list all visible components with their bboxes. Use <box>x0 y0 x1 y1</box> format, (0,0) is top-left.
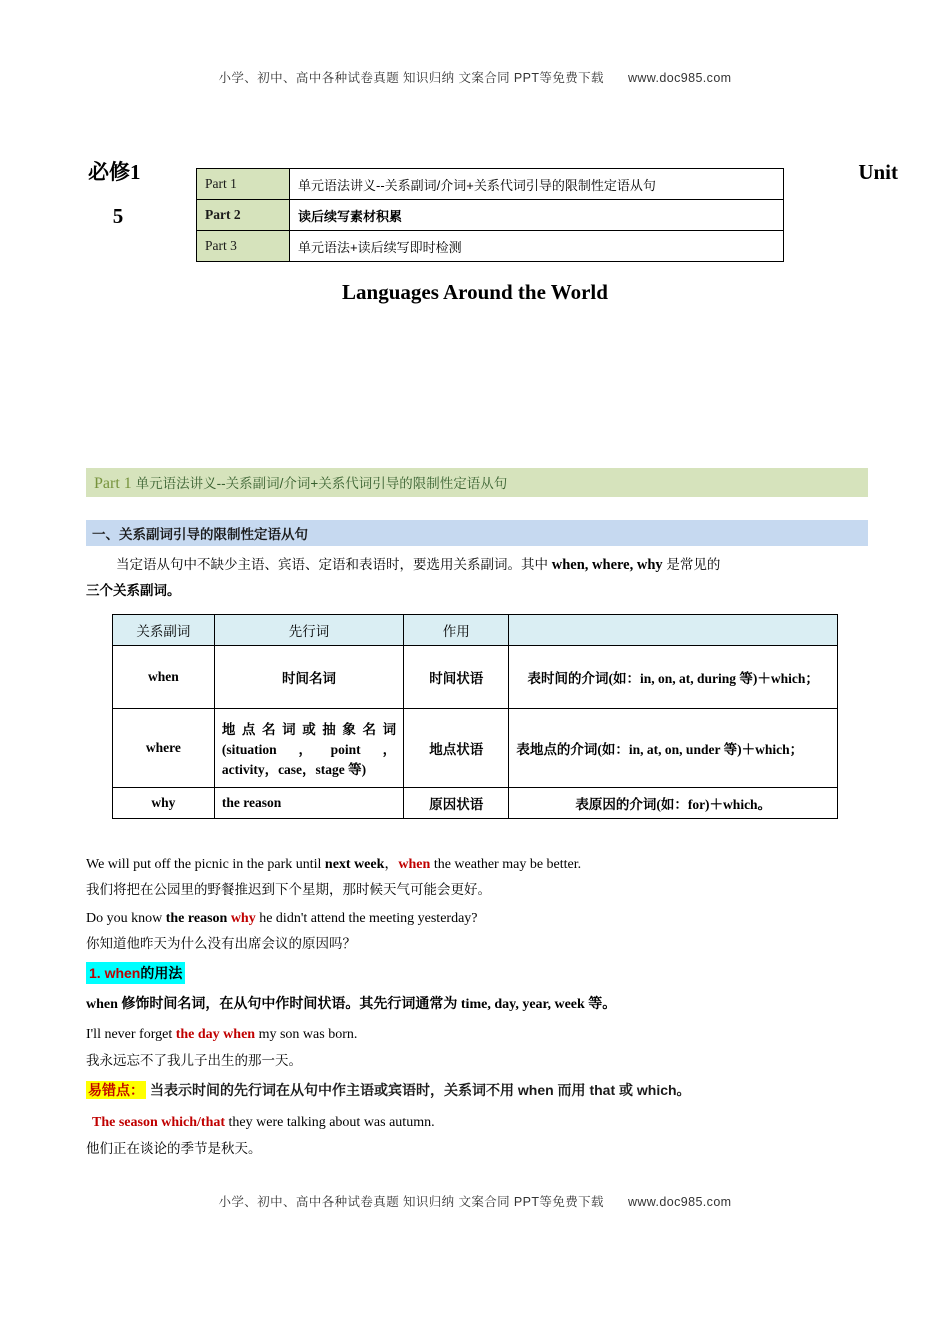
example2-post: he didn't attend the meeting yesterday? <box>255 911 478 926</box>
warning-example-translation <box>86 1136 886 1161</box>
header-site-url: www.doc985.com <box>627 71 732 85</box>
example1-keyword: when <box>398 857 431 872</box>
example1-post: the weather may be better. <box>430 857 582 872</box>
example-block-2 <box>86 906 886 931</box>
when-example-pre: I'll never forget <box>86 1027 176 1042</box>
cell-preposition: 表原因的介词(如：for)＋which。 <box>509 788 838 819</box>
column-header-preposition <box>509 615 838 646</box>
cell-role: 原因状语 <box>404 788 509 819</box>
table-row <box>197 231 784 262</box>
subheading-when-usage <box>86 962 185 984</box>
footer-site-url: www.doc985.com <box>627 1195 732 1209</box>
subheading-number: 1. <box>89 965 101 981</box>
when-rule-text: when 修饰时间名词，在从句中作时间状语。其先行词通常为 time, day, year, week 等。 <box>86 997 617 1012</box>
warning-line <box>86 1080 691 1100</box>
part-value: 读后续写素材积累 <box>290 200 784 231</box>
part-label: Part 2 <box>197 200 290 231</box>
header-note-text: 小学、初中、高中各种试卷真题 知识归纳 文案合同 PPT等免费下载 <box>218 71 604 85</box>
part1-banner <box>86 468 868 497</box>
unit-label: Unit <box>858 160 898 184</box>
example-block-1 <box>86 852 886 877</box>
part1-description: 单元语法讲义--关系副词/介词+关系代词引导的限制性定语从句 <box>135 476 508 491</box>
when-example-keyword: the day when <box>175 1027 256 1042</box>
example1-bold: next week <box>324 857 385 872</box>
warning-text: 当表示时间的先行词在从句中作主语或宾语时，关系词不用 when 而用 that 或 which。 <box>150 1082 691 1098</box>
cell-role: 地点状语 <box>404 709 509 788</box>
cell-antecedent: the reason <box>214 788 403 819</box>
example2-translation: 你知道他昨天为什么没有出席会议的原因吗？ <box>86 936 356 951</box>
example2-pre: Do you know <box>86 911 166 926</box>
column-header-role: 作用 <box>404 615 509 646</box>
table-header-row <box>113 615 838 646</box>
part-value: 单元语法讲义--关系副词/介词+关系代词引导的限制性定语从句 <box>290 169 784 200</box>
warning-example-keyword: The season which/that <box>92 1115 226 1130</box>
part-value: 单元语法+读后续写即时检测 <box>290 231 784 262</box>
warning-example-rest: they were talking about was autumn. <box>225 1115 435 1130</box>
intro-line1-adverbs: when, where, why <box>551 557 663 573</box>
book-volume-line1: 必修1 <box>88 160 141 184</box>
cell-antecedent: 地点名词或抽象名词(situation ，point ，activity，case，stage 等) <box>214 709 403 788</box>
intro-line1-post: 是常见的 <box>662 557 721 572</box>
when-rule <box>86 992 886 1017</box>
column-header-adverb: 关系副词 <box>113 615 215 646</box>
header-watermark <box>0 68 950 86</box>
table-row <box>113 709 838 788</box>
cell-adverb: when <box>113 646 215 709</box>
cell-role: 时间状语 <box>404 646 509 709</box>
cell-antecedent: 时间名词 <box>214 646 403 709</box>
part-label: Part 1 <box>197 169 290 200</box>
intro-line1-pre: 当定语从句中不缺少主语、宾语、定语和表语时，要选用关系副词。其中 <box>116 557 552 572</box>
example1-pre: We will put off the picnic in the park until <box>86 857 325 872</box>
part-label: Part 3 <box>197 231 290 262</box>
cell-adverb: where <box>113 709 215 788</box>
intro-line2: 三个关系副词。 <box>86 583 181 598</box>
cell-preposition: 表时间的介词(如：in, on, at, during 等)＋which； <box>509 646 838 709</box>
book-volume-line2: 5 <box>112 204 124 228</box>
table-row <box>197 200 784 231</box>
footer-watermark <box>0 1192 950 1210</box>
when-example-post: my son was born. <box>255 1027 358 1042</box>
warning-example <box>92 1110 892 1135</box>
example2-keyword: why <box>230 911 256 926</box>
part1-number: Part 1 <box>94 475 132 492</box>
top-title-block <box>0 150 950 260</box>
column-header-antecedent: 先行词 <box>214 615 403 646</box>
subheading-keyword: when <box>104 965 141 981</box>
when-example <box>86 1022 886 1047</box>
example1-translation: 我们将把在公园里的野餐推迟到下个星期，那时候天气可能会更好。 <box>86 882 491 897</box>
cell-adverb: why <box>113 788 215 819</box>
subheading-cn: 的用法 <box>140 965 183 981</box>
parts-overview-table <box>196 168 784 262</box>
section-heading-relative-adverbs: 一、关系副词引导的限制性定语从句 <box>86 520 868 546</box>
warning-tag: 易错点： <box>88 1082 144 1098</box>
table-row <box>197 169 784 200</box>
table-row <box>113 646 838 709</box>
table-row <box>113 788 838 819</box>
relative-adverbs-table <box>112 614 838 819</box>
page-title: Languages Around the World <box>342 280 608 304</box>
warning-example-translation-text: 他们正在谈论的季节是秋天。 <box>86 1141 262 1156</box>
example1-mid: ， <box>384 857 399 872</box>
cell-preposition: 表地点的介词(如：in, at, on, under 等)＋which； <box>509 709 838 788</box>
book-volume-title <box>88 150 198 238</box>
when-example-translation-text: 我永远忘不了我儿子出生的那一天。 <box>86 1053 302 1068</box>
footer-note-text: 小学、初中、高中各种试卷真题 知识归纳 文案合同 PPT等免费下载 <box>218 1195 604 1209</box>
example2-bold: the reason <box>165 911 231 926</box>
intro-paragraph <box>86 552 872 604</box>
when-example-translation <box>86 1048 886 1073</box>
